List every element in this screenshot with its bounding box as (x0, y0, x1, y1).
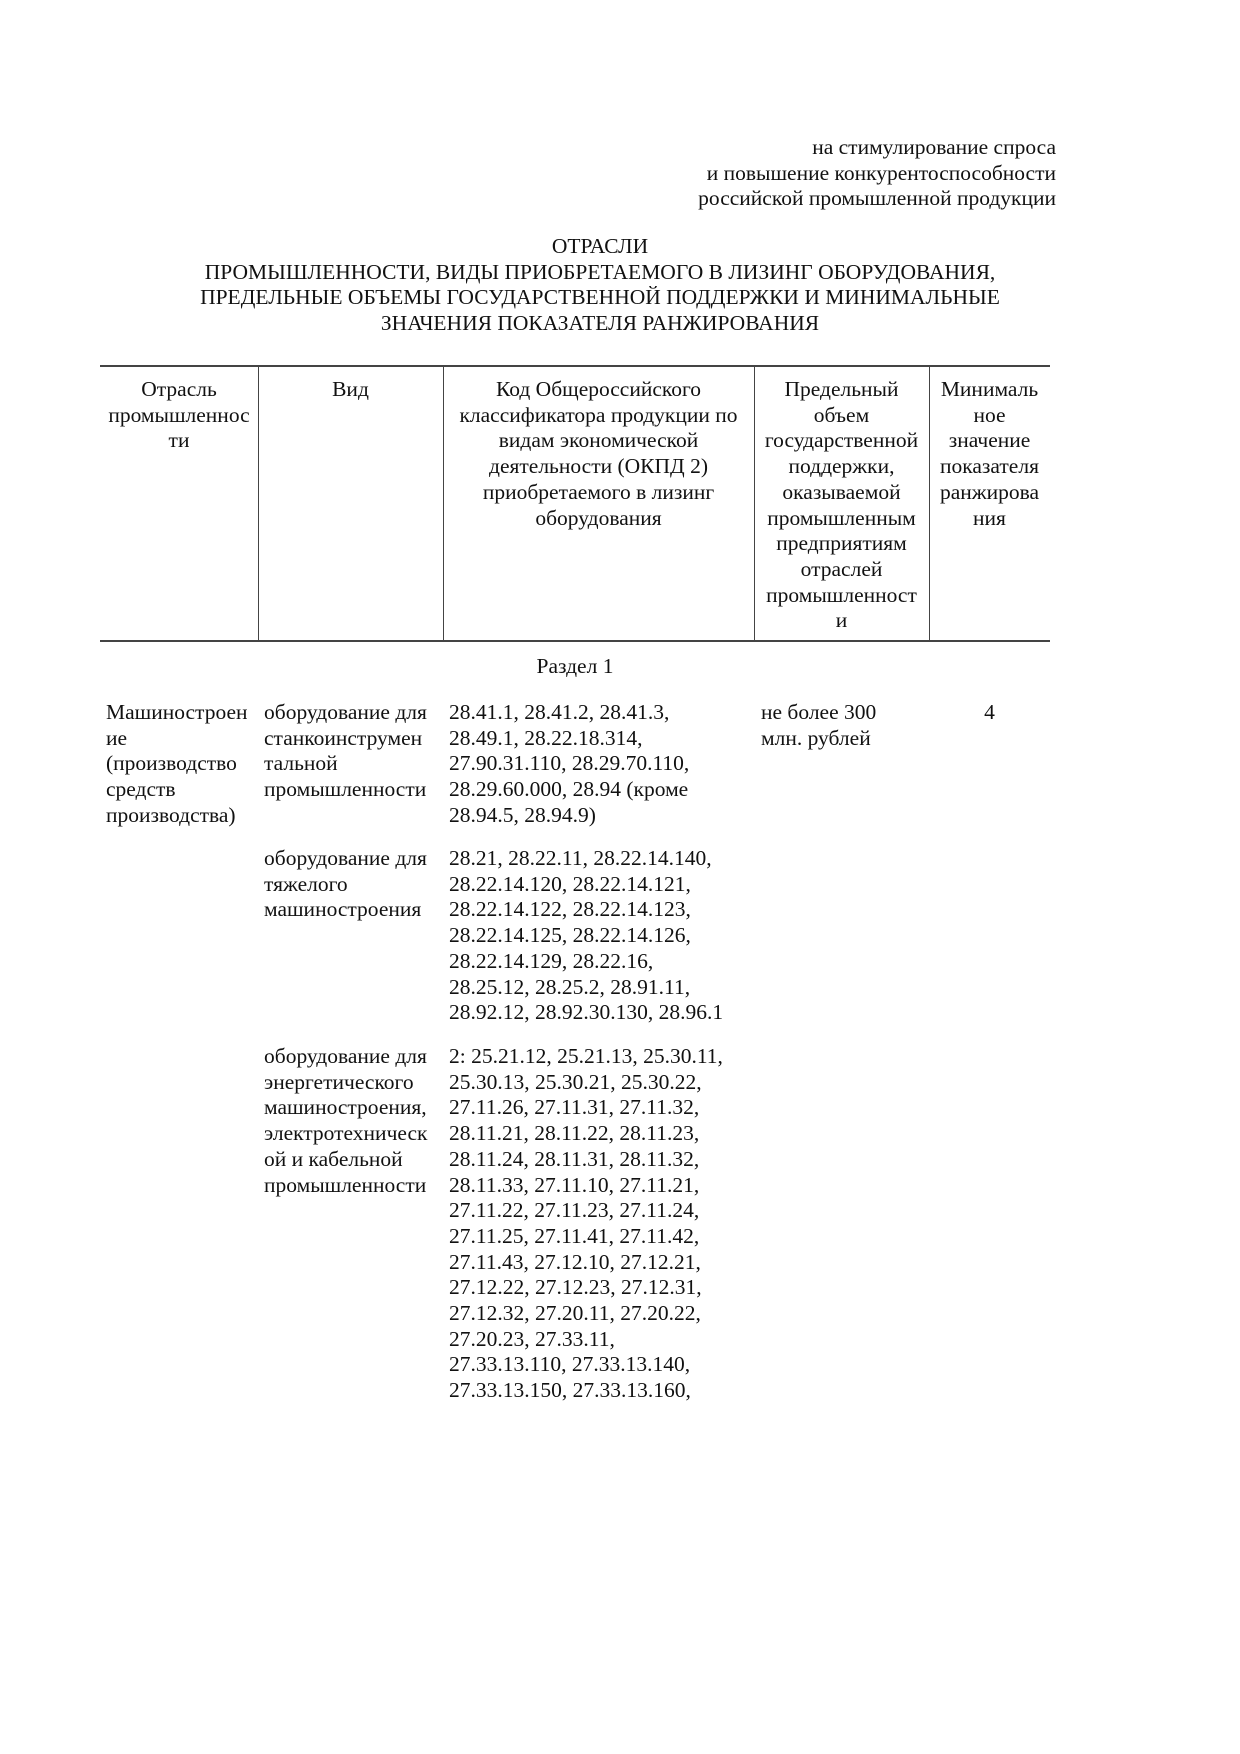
table-row-codes: 28.21, 28.22.11, 28.22.14.140, 28.22.14.120, 28.22.14.121, 28.22.14.122, 28.22.14.123, 28.22.14.125, 28.22.14.126, 28.22.14.129, 28.22.16, 28.25.12, 28.25.2, 28.91.11, 28.92.12, 28.92.30.130, 28.96.1 (449, 846, 724, 1025)
table-top-border (100, 365, 1050, 367)
header-kind: Вид (332, 377, 369, 401)
column-divider (258, 366, 259, 642)
table-row-codes: 28.41.1, 28.41.2, 28.41.3, 28.49.1, 28.22.18.314, 27.90.31.110, 28.29.70.110, 28.29.60.000, 28.94 (кроме 28.94.5, 28.94.9) (449, 700, 690, 827)
industry-cell: Машиностроен ие (производство средств производства) (106, 700, 248, 827)
table-header-border (100, 640, 1050, 642)
table-row-kind: оборудование для станкоинструмен тальной промышленности (264, 700, 427, 802)
table-row-kind: оборудование для энергетического машиностроения, электротехническ ой и кабельной промышленности (264, 1044, 428, 1197)
header-support-limit: Предельный объем государственной поддержки, оказываемой промышленным предприятиям отраслей промышленност и (764, 377, 919, 633)
min-value-cell: 4 (984, 700, 995, 724)
header-industry: Отрасль промышленнос ти (108, 377, 250, 453)
support-limit-cell: не более 300 млн. рублей (761, 700, 877, 750)
table-row-kind: оборудование для тяжелого машиностроения (264, 846, 427, 922)
header-okpd-code: Код Общероссийского классификатора продукции по видам экономической деятельности (ОКПД 2) приобретаемого в лизинг оборудования (459, 377, 738, 530)
document-title: ОТРАСЛИ ПРОМЫШЛЕННОСТИ, ВИДЫ ПРИОБРЕТАЕМОГО В ЛИЗИНГ ОБОРУДОВАНИЯ, ПРЕДЕЛЬНЫЕ ОБЪЕМЫ ГОСУДАРСТВЕННОЙ ПОДДЕРЖКИ И МИНИМАЛЬНЫЕ ЗНАЧЕНИЯ ПОКАЗАТЕЛЯ РАНЖИРОВАНИЯ (200, 234, 1000, 336)
table-row-codes: 2: 25.21.12, 25.21.13, 25.30.11, 25.30.13, 25.30.21, 25.30.22, 27.11.26, 27.11.31, 27.11.32, 28.11.21, 28.11.22, 28.11.23, 28.11.24, 28.11.31, 28.11.32, 28.11.33, 27.11.10, 27.11.21, 27.11.22, 27.11.23, 27.11.24, 27.11.25, 27.11.41, 27.11.42, 27.11.43, 27.12.10, 27.12.21, 27.12.22, 27.12.23, 27.12.31, 27.12.32, 27.20.11, 27.20.22, 27.20.23, 27.33.11, 27.33.13.110, 27.33.13.140, 27.33.13.150, 27.33.13.160, (449, 1044, 723, 1403)
section-label: Раздел 1 (536, 654, 614, 678)
header-min-value: Минималь ное значение показателя ранжирова ния (939, 377, 1040, 530)
header-note: на стимулирование спроса и повышение конкурентоспособности российской промышленной продукции (698, 135, 1056, 211)
